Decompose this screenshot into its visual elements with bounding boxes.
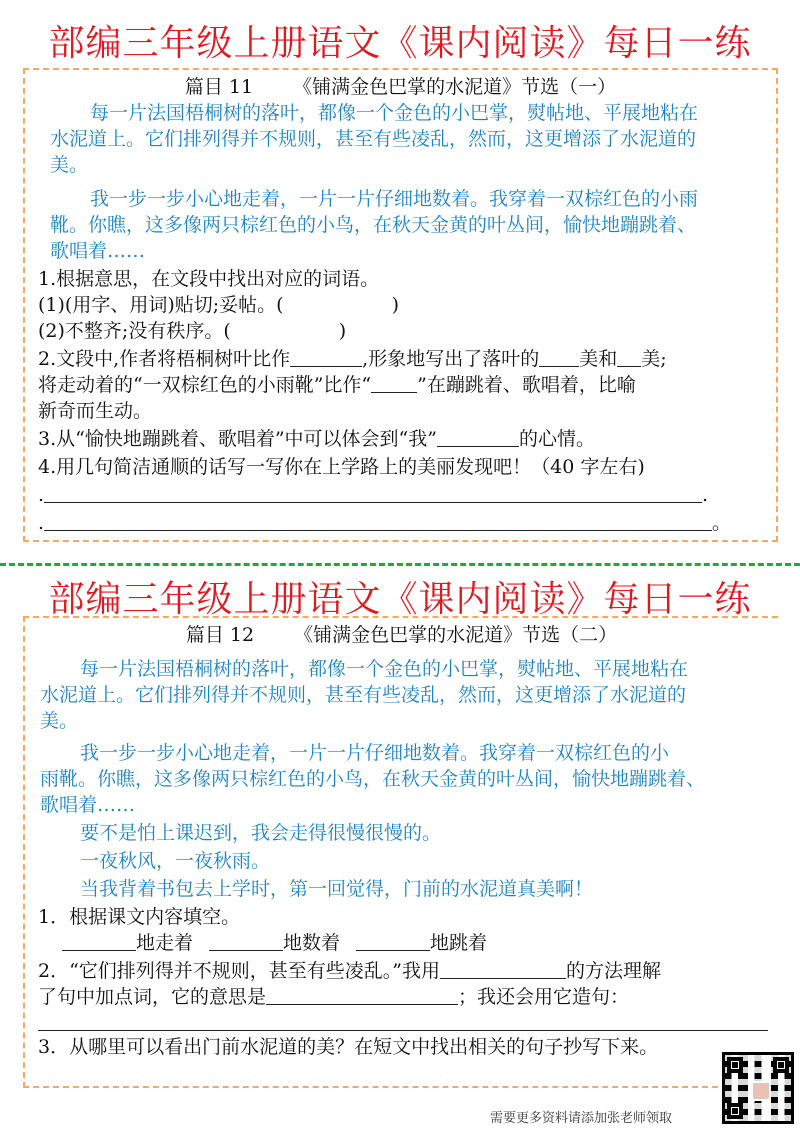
passage-line: 一夜秋风，一夜秋雨。 xyxy=(80,850,271,872)
answer-blank[interactable] xyxy=(209,932,283,951)
question-2-line2: 了句中加点词，它的意思是 ；我还会用它造句： xyxy=(38,986,630,1008)
answer-blank[interactable] xyxy=(371,374,417,393)
question-1-blanks: 地走着 地数着 地跳着 xyxy=(62,930,487,956)
passage-line: 雨靴。你瞧，这多像两只棕红色的小鸟，在秋天金黄的叶丛间，愉快地蹦跳着、 xyxy=(40,768,706,790)
answer-blank[interactable] xyxy=(62,932,136,951)
answer-blank[interactable] xyxy=(266,986,458,1005)
title-text: 《铺满金色巴掌的水泥道》节选（二） xyxy=(294,624,618,646)
answer-blank[interactable] xyxy=(440,960,566,979)
passage-line: 美。 xyxy=(40,710,79,732)
question-2: 2．“它们排列得并不规则，甚至有些凌乱。”我用 的方法理解 xyxy=(38,960,662,982)
question-1a: (1)(用字、用词)贴切;妥帖。( ) xyxy=(38,294,399,316)
qr-code-icon xyxy=(722,1052,794,1124)
question-1: 1．根据课文内容填空。 xyxy=(38,906,241,928)
answer-blank[interactable] xyxy=(437,428,519,447)
passage-line: 靴。你瞧，这多像两只棕红色的小鸟，在秋天金黄的叶丛间，愉快地蹦跳着、 xyxy=(50,214,697,236)
passage-line: 当我背着书包去上学时，第一回觉得，门前的水泥道真美啊！ xyxy=(80,878,594,900)
section-divider xyxy=(0,563,800,566)
answer-blank[interactable] xyxy=(356,932,430,951)
question-2-line3: 新奇而生动。 xyxy=(38,400,153,422)
banner-title-1: 部编三年级上册语文《课内阅读》每日一练 xyxy=(48,23,752,64)
passage-line: 歌唱着…… xyxy=(40,794,136,816)
question-1b: (2)不整齐;没有秩序。( ) xyxy=(38,320,347,342)
avatar xyxy=(751,1081,771,1101)
answer-line-2[interactable]: . 。 xyxy=(38,512,732,534)
answer-line-1[interactable]: . . xyxy=(38,484,709,506)
passage-line: 要不是怕上课迟到，我会走得很慢很慢的。 xyxy=(80,822,442,844)
question-3: 3．从哪里可以看出门前水泥道的美？在短文中找出相关的句子抄写下来。 xyxy=(38,1036,659,1058)
passage-line: 美。 xyxy=(50,154,89,176)
question-4: 4.用几句简洁通顺的话写一写你在上学路上的美丽发现吧！（40 字左右) xyxy=(38,456,645,478)
answer-line[interactable] xyxy=(38,1010,768,1036)
section-title-1 xyxy=(25,74,776,100)
question-3: 3.从“愉快地蹦跳着、歌唱着”中可以体会到“我” 的心情。 xyxy=(38,428,595,450)
exercise-box-2 xyxy=(23,616,778,1088)
banner-title-2: 部编三年级上册语文《课内阅读》每日一练 xyxy=(48,579,752,620)
passage-line: 我一步一步小心地走着，一片一片仔细地数着。我穿着一双棕红色的小雨 xyxy=(90,188,699,210)
question-2: 2.文段中,作者将梧桐树叶比作 ,形象地写出了落叶的 美和 美; xyxy=(38,348,667,370)
answer-blank[interactable] xyxy=(290,348,362,367)
section-title-2 xyxy=(25,622,778,648)
passage-line: 水泥道上。它们排列得并不规则，甚至有些凌乱，然而，这更增添了水泥道的 xyxy=(50,128,697,150)
title-number: 篇目 11 xyxy=(184,76,254,98)
passage-line: 每一片法国梧桐树的落叶，都像一个金色的小巴掌，熨帖地、平展地粘在 xyxy=(90,102,699,124)
answer-blank[interactable] xyxy=(539,348,579,367)
exercise-box-1 xyxy=(23,68,778,542)
passage-line: 歌唱着…… xyxy=(50,240,146,262)
question-1: 1.根据意思，在文段中找出对应的词语。 xyxy=(38,268,380,290)
passage-line: 我一步一步小心地走着，一片一片仔细地数着。我穿着一双棕红色的小 xyxy=(80,742,670,764)
footer-note: 需要更多资料请添加张老师领取 xyxy=(490,1111,673,1126)
question-2-line2: 将走动着的“一双棕红色的小雨靴”比作“ ”在蹦跳着、歌唱着，比喻 xyxy=(38,374,636,396)
title-number: 篇目 12 xyxy=(185,624,255,646)
passage-line: 每一片法国梧桐树的落叶，都像一个金色的小巴掌，熨帖地、平展地粘在 xyxy=(80,658,689,680)
passage-line: 水泥道上。它们排列得并不规则，甚至有些凌乱，然而，这更增添了水泥道的 xyxy=(40,684,687,706)
title-text: 《铺满金色巴掌的水泥道》节选（一） xyxy=(293,76,617,98)
answer-blank[interactable] xyxy=(617,348,641,367)
